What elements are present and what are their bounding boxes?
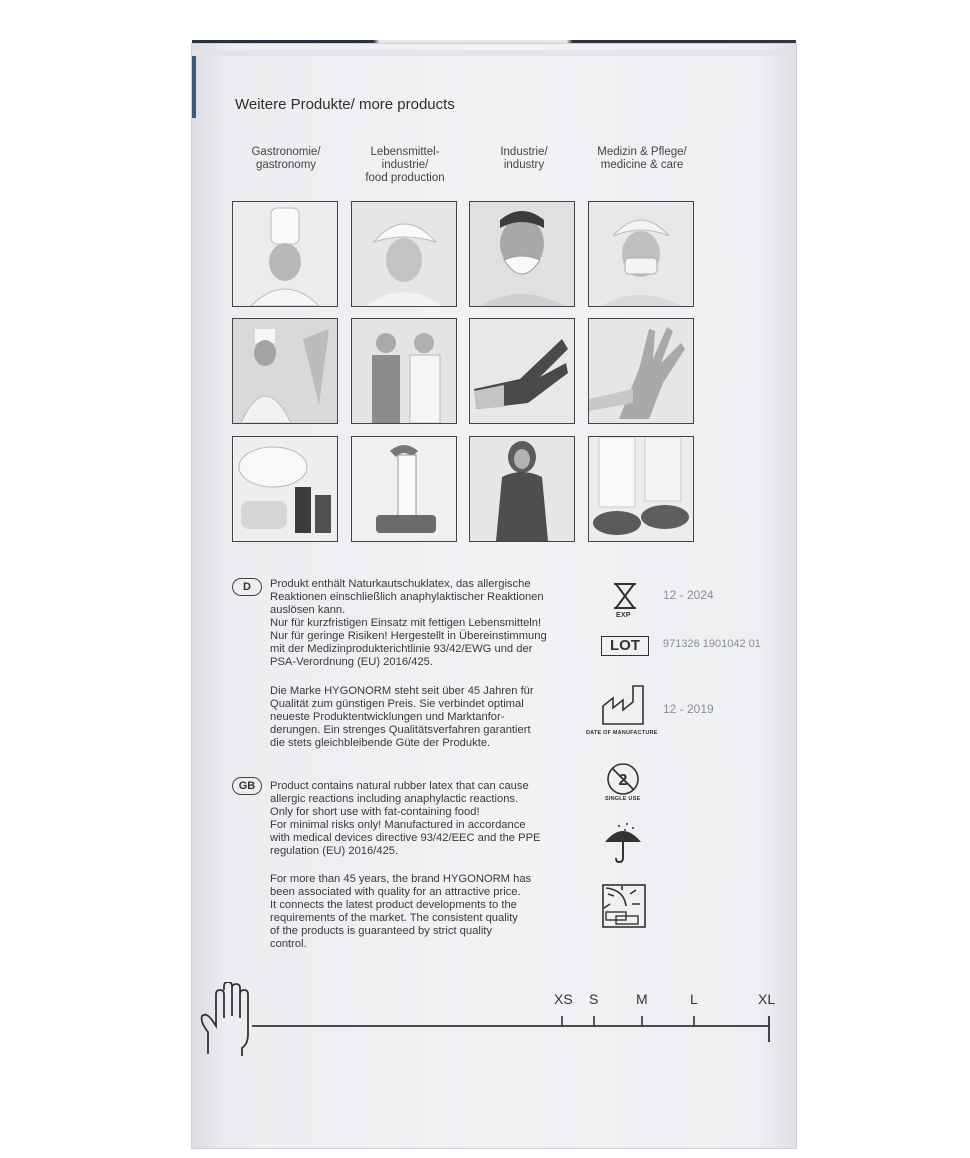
- manufacture-date-value: 12 - 2019: [663, 702, 714, 716]
- size-s: S: [589, 991, 599, 1007]
- manufacture-label: DATE OF MANUFACTURE: [586, 730, 658, 736]
- category-industry: [464, 146, 584, 172]
- category-line: food production: [365, 172, 445, 184]
- glove-size-scale: [198, 982, 788, 1062]
- english-warning-text: Product contains natural rubber latex that can cause allergic reactions including anaphylactic reactions. Only for short use with fat-containing food! For minimal risks only! Manufactured in accordance with medical devices directive 93/42/EEC and the PPE regulation (EU) 2016/425.: [270, 780, 541, 857]
- industry-worker-mask-image: [469, 201, 575, 307]
- category-line: medicine & care: [600, 159, 684, 171]
- box-flap: [192, 50, 796, 56]
- food-worker-hairnet-image: [351, 201, 457, 307]
- category-food-production: [345, 146, 465, 185]
- chef-portrait-image: [232, 201, 338, 307]
- svg-text:2: 2: [618, 772, 628, 789]
- lot-number-value: 971326 1901042 01: [663, 638, 761, 650]
- size-xs: XS: [554, 991, 573, 1007]
- hourglass-icon: [612, 582, 638, 610]
- keep-away-from-sunlight-icon: [602, 884, 646, 928]
- work-gloves-image: [469, 318, 575, 424]
- category-medicine-care: [582, 146, 702, 172]
- tableware-cake-image: [232, 436, 338, 542]
- page-title: Weitere Produkte/ more products: [235, 96, 455, 113]
- english-brand-text: For more than 45 years, the brand HYGONORM has been associated with quality for an attractive price. It connects the latest product developments to the requirements of the market. The consistent quality of the products is guaranteed by strict quality control.: [270, 873, 532, 950]
- factory-icon: [601, 684, 647, 726]
- category-gastronomy: [226, 146, 346, 172]
- size-xl: XL: [758, 991, 776, 1007]
- category-line: industrie/: [381, 159, 429, 171]
- language-badge-german: D: [232, 578, 262, 596]
- shoe-covers-image: [588, 436, 694, 542]
- food-workers-aprons-image: [351, 318, 457, 424]
- language-badge-english: GB: [232, 777, 262, 795]
- exp-date-value: 12 - 2024: [663, 588, 714, 602]
- pastry-chef-image: [232, 318, 338, 424]
- german-warning-text: Produkt enthält Naturkautschuklatex, das allergische Reaktionen einschließlich anaphylaktischer Reaktionen auslösen kann. Nur für kurzfristigen Einsatz mit fettigen Lebensmitteln! Nur für geringe Risiken! Hergestellt in Übereinstimmung mit der Medizinprodukterichtlinie 93/42/EWG und der PSA-Verordnung (EU) 2016/425.: [270, 578, 547, 668]
- single-use-label: SINGLE USE: [605, 796, 641, 802]
- shoe-cover-dispenser-image: [351, 436, 457, 542]
- exp-label: EXP: [616, 612, 631, 619]
- size-l: L: [690, 991, 698, 1007]
- lot-label: LOT: [601, 636, 649, 656]
- category-line: Medizin & Pflege/: [597, 146, 687, 158]
- category-line: gastronomy: [255, 159, 317, 171]
- coverall-worker-image: [469, 436, 575, 542]
- keep-dry-umbrella-icon: [603, 822, 643, 864]
- medical-glove-image: [588, 318, 694, 424]
- category-line: Gastronomie/: [251, 146, 321, 158]
- category-line: Lebensmittel-: [370, 146, 440, 158]
- category-line: Industrie/: [500, 146, 548, 158]
- medical-worker-mask-image: [588, 201, 694, 307]
- size-m: M: [636, 991, 648, 1007]
- box-edge-accent: [192, 56, 196, 118]
- single-use-icon: [606, 762, 640, 796]
- category-line: industry: [503, 159, 545, 171]
- german-brand-text: Die Marke HYGONORM steht seit über 45 Jahren für Qualität zum günstigen Preis. Sie verbindet optimal neueste Produktentwicklungen und Marktanfor- derungen. Ein strenges Qualitätsverfahren garantiert die stets gleichbleibende Güte der Produkte.: [270, 685, 534, 749]
